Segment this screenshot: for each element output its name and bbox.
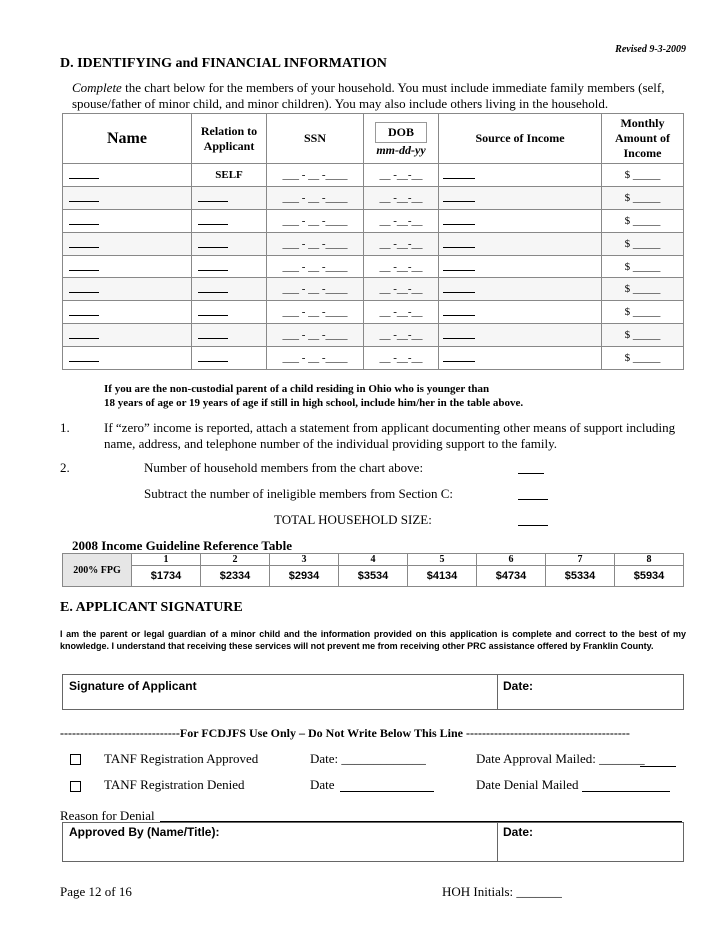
- household-row: [63, 301, 684, 324]
- total-household-label: TOTAL HOUSEHOLD SIZE:: [274, 512, 432, 527]
- relation-cell[interactable]: SELF: [192, 164, 267, 187]
- dob-cell[interactable]: __ -__-__: [364, 209, 439, 232]
- relation-cell[interactable]: [192, 209, 267, 232]
- income-source-cell[interactable]: [439, 164, 602, 187]
- household-row: [63, 186, 684, 209]
- signature-divider: [497, 675, 498, 709]
- name-blank: [69, 191, 99, 202]
- name-cell[interactable]: [63, 324, 192, 347]
- name-blank: [69, 305, 99, 316]
- income-source-cell[interactable]: [439, 347, 602, 370]
- item-2-number: 2.: [60, 460, 70, 475]
- dob-format: mm-dd-yy: [376, 142, 426, 157]
- approved-by-box[interactable]: [62, 822, 684, 862]
- dob-cell[interactable]: __ -__-__: [364, 164, 439, 187]
- denied-label: TANF Registration Denied: [104, 777, 245, 792]
- source-blank: [443, 305, 475, 316]
- section-d-instructions: [72, 80, 692, 111]
- approved-by-label: Approved By (Name/Title):: [69, 825, 220, 839]
- monthly-income-cell[interactable]: $ _____: [602, 186, 684, 209]
- col-relation-header: Relation to Applicant: [192, 114, 267, 164]
- household-count-label: Number of household members from the chart above:: [144, 460, 424, 475]
- income-limit-cell: $4734: [477, 566, 546, 587]
- relation-blank: [198, 191, 228, 202]
- name-blank: [69, 214, 99, 225]
- approved-by-date-label: Date:: [503, 825, 534, 839]
- signature-label: Signature of Applicant: [69, 679, 197, 693]
- ohio-note-line2: 18 years of age or 19 years of age if still in high school, include him/her in the table above.: [104, 397, 524, 409]
- name-blank: [69, 168, 99, 179]
- source-blank: [443, 260, 475, 271]
- monthly-income-cell[interactable]: $ _____: [602, 324, 684, 347]
- denied-date-label: Date: [310, 777, 335, 792]
- dob-cell[interactable]: __ -__-__: [364, 232, 439, 255]
- income-source-cell[interactable]: [439, 232, 602, 255]
- name-cell[interactable]: [63, 164, 192, 187]
- item-1-text: If “zero” income is reported, attach a statement from applicant documenting other means of support including name, address, and telephone number of the individual providing support to the family.: [104, 420, 676, 451]
- signature-box[interactable]: [62, 674, 684, 710]
- ssn-cell[interactable]: ___ - __ -____: [267, 255, 364, 278]
- approved-label: TANF Registration Approved: [104, 751, 259, 766]
- monthly-income-cell[interactable]: $ _____: [602, 347, 684, 370]
- monthly-income-cell[interactable]: $ _____: [602, 209, 684, 232]
- revised-date: Revised 9-3-2009: [615, 44, 686, 55]
- household-size-cell: 6: [477, 554, 546, 566]
- denial-mailed-field[interactable]: [582, 791, 670, 792]
- household-size-cell: 5: [408, 554, 477, 566]
- household-row: [63, 255, 684, 278]
- household-row: [63, 278, 684, 301]
- ssn-cell[interactable]: ___ - __ -____: [267, 164, 364, 187]
- name-cell[interactable]: [63, 186, 192, 209]
- ssn-cell[interactable]: ___ - __ -____: [267, 278, 364, 301]
- relation-blank: [198, 351, 228, 362]
- name-cell[interactable]: [63, 232, 192, 255]
- income-source-cell[interactable]: [439, 255, 602, 278]
- fpg-label: 200% FPG: [63, 554, 132, 587]
- source-blank: [443, 351, 475, 362]
- item-1-number: 1.: [60, 420, 70, 435]
- monthly-income-cell[interactable]: $ _____: [602, 164, 684, 187]
- section-d-title: D. IDENTIFYING and FINANCIAL INFORMATION: [60, 56, 387, 71]
- total-household-field[interactable]: [518, 525, 548, 526]
- source-blank: [443, 237, 475, 248]
- name-blank: [69, 351, 99, 362]
- ohio-note: [104, 382, 523, 410]
- reason-label: Reason for Denial: [60, 808, 155, 823]
- col-ssn-header: SSN: [267, 114, 364, 164]
- household-row: [63, 347, 684, 370]
- denial-mailed-label: Date Denial Mailed: [476, 777, 579, 792]
- name-cell[interactable]: [63, 278, 192, 301]
- ssn-cell[interactable]: ___ - __ -____: [267, 301, 364, 324]
- income-limit-cell: $2934: [270, 566, 339, 587]
- dob-cell[interactable]: __ -__-__: [364, 324, 439, 347]
- relation-blank: [198, 214, 228, 225]
- ineligible-count-label: Subtract the number of ineligible members from Section C:: [144, 486, 454, 501]
- denied-date-field[interactable]: [340, 791, 434, 792]
- relation-blank: [198, 260, 228, 271]
- relation-cell[interactable]: [192, 347, 267, 370]
- household-row: [63, 324, 684, 347]
- denied-checkbox[interactable]: [70, 781, 81, 792]
- income-source-cell[interactable]: [439, 209, 602, 232]
- certification-text: I am the parent or legal guardian of a minor child and the information provided on this application is complete and correct to the best of my knowledge. I understand that receiving these services will not prevent me from receiving other PRC assistance offered by Franklin County.: [60, 629, 686, 651]
- relation-blank: [198, 282, 228, 293]
- ohio-note-line1: If you are the non-custodial parent of a child residing in Ohio who is younger than: [104, 383, 490, 395]
- dob-cell[interactable]: __ -__-__: [364, 255, 439, 278]
- name-cell[interactable]: [63, 347, 192, 370]
- dob-cell[interactable]: __ -__-__: [364, 301, 439, 324]
- income-limit-cell: $4134: [408, 566, 477, 587]
- instr-text: the chart below for the members of your household. You must include immediate family members (self, spouse/father of minor child, and minor children). You may also include others living in the household.: [72, 80, 665, 111]
- col-dob-header: [364, 114, 439, 164]
- name-blank: [69, 237, 99, 248]
- dob-cell[interactable]: __ -__-__: [364, 278, 439, 301]
- household-size-cell: 3: [270, 554, 339, 566]
- household-size-cell: 4: [339, 554, 408, 566]
- name-blank: [69, 328, 99, 339]
- income-source-cell[interactable]: [439, 301, 602, 324]
- household-size-cell: 8: [615, 554, 684, 566]
- dob-cell[interactable]: __ -__-__: [364, 347, 439, 370]
- household-row: [63, 209, 684, 232]
- source-blank: [443, 168, 475, 179]
- income-limit-cell: $5934: [615, 566, 684, 587]
- name-cell[interactable]: [63, 209, 192, 232]
- relation-cell[interactable]: [192, 278, 267, 301]
- income-limit-cell: $3534: [339, 566, 408, 587]
- page-number: Page 12 of 16: [60, 884, 132, 899]
- monthly-income-cell[interactable]: $ _____: [602, 301, 684, 324]
- household-row: [63, 232, 684, 255]
- household-count-field[interactable]: [518, 473, 544, 474]
- source-blank: [443, 328, 475, 339]
- income-ref-table: [62, 553, 684, 587]
- hoh-initials[interactable]: HOH Initials: _______: [442, 884, 562, 899]
- source-blank: [443, 282, 475, 293]
- household-size-cell: 2: [201, 554, 270, 566]
- income-source-cell[interactable]: [439, 278, 602, 301]
- relation-cell[interactable]: [192, 232, 267, 255]
- ssn-cell[interactable]: ___ - __ -____: [267, 209, 364, 232]
- agency-divider: ------------------------------For FCDJFS Use Only – Do Not Write Below This Line -----------------------------------------: [60, 726, 630, 740]
- household-size-cell: 7: [546, 554, 615, 566]
- ssn-cell[interactable]: ___ - __ -____: [267, 186, 364, 209]
- household-size-cell: 1: [132, 554, 201, 566]
- relation-cell[interactable]: [192, 301, 267, 324]
- col-name-header: Name: [63, 114, 192, 164]
- source-blank: [443, 214, 475, 225]
- section-e-title: E. APPLICANT SIGNATURE: [60, 600, 243, 615]
- ssn-cell[interactable]: ___ - __ -____: [267, 347, 364, 370]
- approved-by-divider: [497, 823, 498, 861]
- approval-mailed-line: [640, 766, 676, 767]
- income-limit-cell: $2334: [201, 566, 270, 587]
- dob-label: DOB: [375, 122, 427, 143]
- income-limit-cell: $5334: [546, 566, 615, 587]
- instr-emphasis: Complete: [72, 80, 122, 95]
- relation-blank: [198, 237, 228, 248]
- col-monthly-header: Monthly Amount of Income: [602, 114, 684, 164]
- household-table: [62, 113, 684, 370]
- household-row: [63, 164, 684, 187]
- income-source-cell[interactable]: [439, 324, 602, 347]
- name-blank: [69, 260, 99, 271]
- relation-cell[interactable]: [192, 324, 267, 347]
- signature-date-label: Date:: [503, 679, 534, 693]
- ssn-cell[interactable]: ___ - __ -____: [267, 324, 364, 347]
- relation-cell[interactable]: [192, 186, 267, 209]
- approved-checkbox[interactable]: [70, 754, 81, 765]
- approved-date[interactable]: Date: _____________: [310, 751, 426, 766]
- relation-blank: [198, 305, 228, 316]
- ssn-cell[interactable]: ___ - __ -____: [267, 232, 364, 255]
- name-blank: [69, 282, 99, 293]
- col-source-header: Source of Income: [439, 114, 602, 164]
- name-cell[interactable]: [63, 301, 192, 324]
- income-limit-cell: $1734: [132, 566, 201, 587]
- income-source-cell[interactable]: [439, 186, 602, 209]
- monthly-income-cell[interactable]: $ _____: [602, 278, 684, 301]
- relation-blank: [198, 328, 228, 339]
- relation-cell[interactable]: [192, 255, 267, 278]
- name-cell[interactable]: [63, 255, 192, 278]
- dob-cell[interactable]: __ -__-__: [364, 186, 439, 209]
- monthly-income-cell[interactable]: $ _____: [602, 232, 684, 255]
- approval-mailed-date[interactable]: Date Approval Mailed: _______: [476, 751, 645, 766]
- ineligible-count-field[interactable]: [518, 499, 548, 500]
- monthly-income-cell[interactable]: $ _____: [602, 255, 684, 278]
- income-ref-title: 2008 Income Guideline Reference Table: [72, 538, 293, 553]
- source-blank: [443, 191, 475, 202]
